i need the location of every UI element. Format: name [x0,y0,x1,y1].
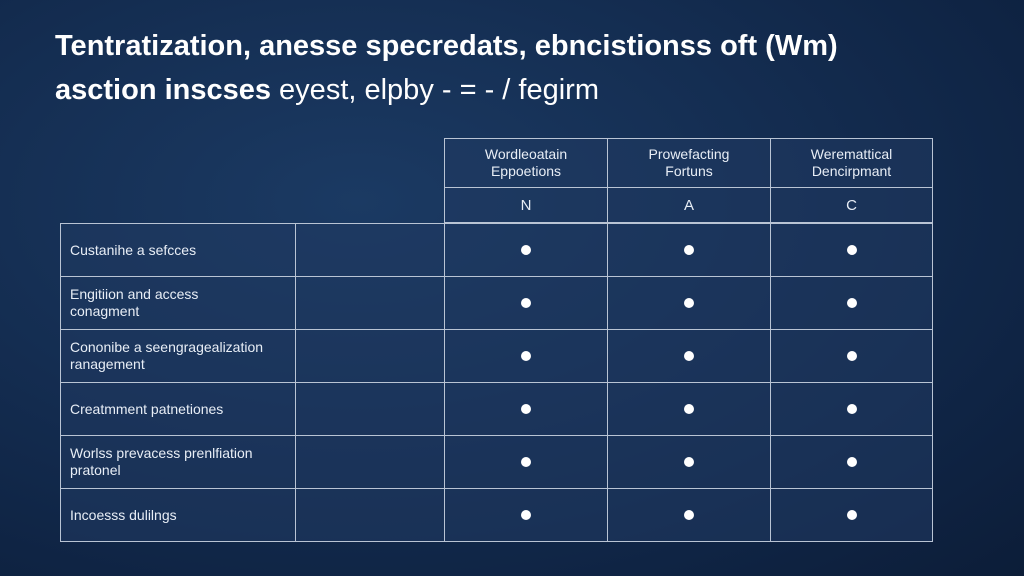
bullet-icon [684,404,694,414]
column-header-n [445,139,608,188]
title-line-2-normal: eyest, elpby - = - / fegirm [271,74,599,106]
bullet-icon [847,351,857,361]
empty-cell [296,277,445,330]
mark-cell [771,489,933,542]
mark-cell [445,224,608,277]
row-label [61,383,296,436]
table-row [61,277,933,330]
table-row [61,489,933,542]
bullet-icon [847,457,857,467]
mark-cell [608,383,771,436]
mark-cell [771,383,933,436]
bullet-icon [684,298,694,308]
mark-cell [445,277,608,330]
column-code-row [445,188,933,223]
mark-cell [445,383,608,436]
row-label [61,277,296,330]
page-title [55,24,838,112]
bullet-icon [847,298,857,308]
column-code-a: A [608,188,771,223]
column-title-line-2: Dencirpmant [811,163,892,179]
bullet-icon [521,457,531,467]
empty-cell [296,436,445,489]
bullet-icon [847,245,857,255]
bullet-icon [521,510,531,520]
row-label-line-1: Worlss prevacess prenlfiation [70,445,253,461]
bullet-icon [847,404,857,414]
column-title-line-2: Eppoetions [490,163,562,179]
row-label-line-2: pratonel [70,462,121,478]
row-label [61,436,296,489]
column-title-line-2: Fortuns [665,163,713,179]
column-header-c [771,139,933,188]
mark-cell [608,330,771,383]
mark-cell [771,224,933,277]
bullet-icon [684,510,694,520]
table-row [61,224,933,277]
empty-cell [296,224,445,277]
table-row [61,330,933,383]
title-line-1: Tentratization, anesse specredats, ebncistionss oft (Wm) [55,30,838,62]
bullet-icon [521,245,531,255]
mark-cell [608,224,771,277]
mark-cell [445,436,608,489]
mark-cell [608,436,771,489]
column-title-line-1: Weremattical [810,146,893,162]
mark-cell [608,277,771,330]
bullet-icon [684,245,694,255]
bullet-icon [521,298,531,308]
column-header-a [608,139,771,188]
bullet-icon [521,351,531,361]
mark-cell [771,436,933,489]
table-row [61,383,933,436]
row-label [61,489,296,542]
empty-cell [296,489,445,542]
bullet-icon [521,404,531,414]
column-code-n: N [445,188,608,223]
title-line-2-bold: asction inscses [55,74,271,106]
row-label-line-1: Custanihe a sefcces [70,241,197,258]
mark-cell [771,277,933,330]
row-label-line-1: Incoesss dulilngs [70,506,177,523]
mark-cell [445,330,608,383]
column-title-line-1: Prowefacting [648,146,730,162]
row-label-line-2: ranagement [70,356,145,372]
empty-cell [296,330,445,383]
column-header-table [444,138,933,223]
mark-cell [608,489,771,542]
column-title-line-1: Wordleoatain [484,146,568,162]
row-label-line-1: Cononibe a seengragealization [70,339,264,355]
matrix-table [60,223,933,542]
bullet-icon [847,510,857,520]
column-code-c: C [771,188,933,223]
row-label-line-1: Engitiion and access [70,286,199,302]
row-label [61,224,296,277]
row-label-line-2: conagment [70,303,140,319]
bullet-icon [684,351,694,361]
empty-cell [296,383,445,436]
matrix-body [61,224,933,542]
bullet-icon [684,457,694,467]
mark-cell [445,489,608,542]
column-title-row [445,139,933,188]
row-label [61,330,296,383]
table-row [61,436,933,489]
row-label-line-1: Creatmment patnetiones [70,400,224,417]
mark-cell [771,330,933,383]
